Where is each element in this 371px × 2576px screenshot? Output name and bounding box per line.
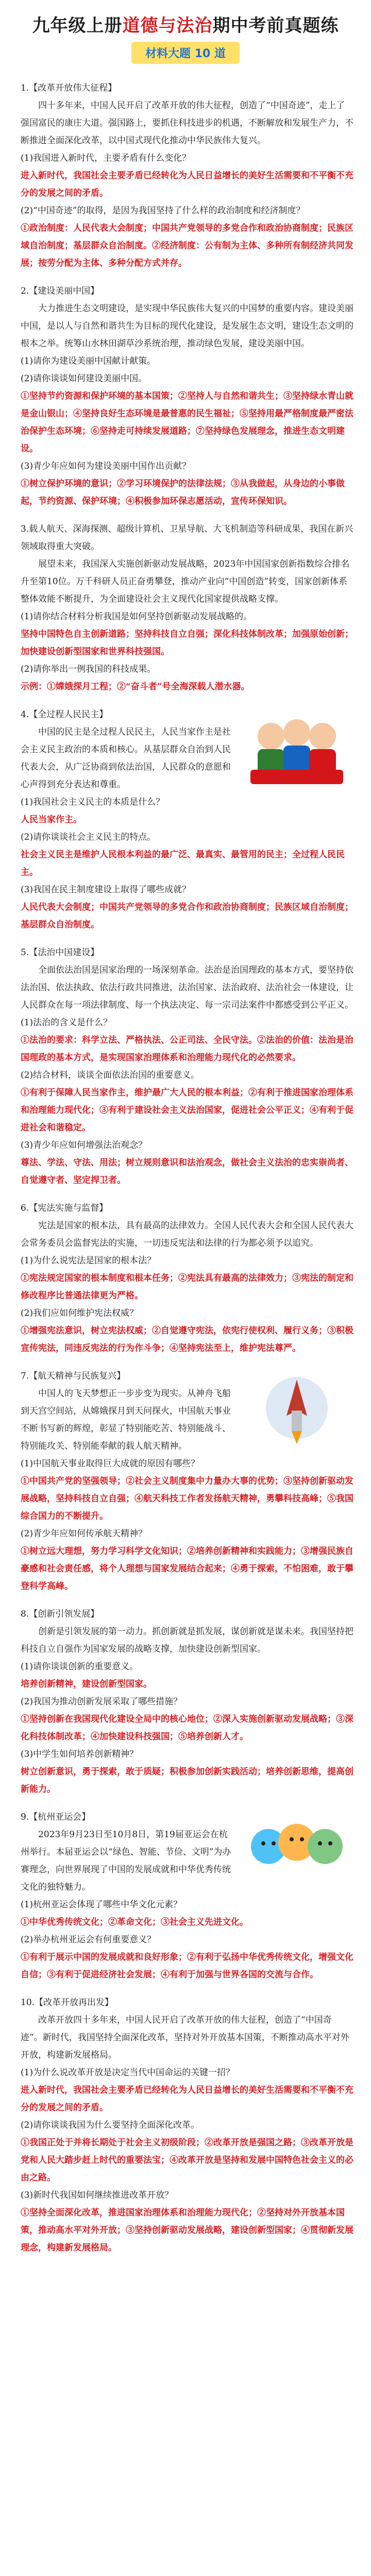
- mascot-illustration: [240, 1810, 353, 1888]
- question-text: (3)新时代我国如何继续推进改革开放？: [21, 2190, 174, 2200]
- question-text: (3)我国在民主制度建设上取得了哪些成就？: [21, 885, 191, 895]
- answer-text: ①有利于保障人民当家作主，维护最广大人民的根本利益；②有利于推进国家治理体系和治理能力现代化；③有利于建设社会主义法治国家，促进社会公平正义；④有利于促进社会和谐稳定。: [21, 1088, 353, 1133]
- material-text: 展望未来，我国深入实施创新驱动发展战略，2023年中国国家创新指数综合排名升至第10位。万千科研人员正奋勇攀登，推动产业向“中国创造”转变，国家创新体系整体效能不断提升，为全面建设社会主义现代化国家提供战略支撑。: [21, 559, 350, 604]
- question-text: 8.【创新引领发展】: [21, 1609, 99, 1619]
- material-text: 全面依法治国是国家治理的一场深刻革命。法治是治国理政的基本方式，要坚持依法治国、依法执政、依法行政共同推进，法治国家、法治政府、法治社会一体建设，让人民群众在每一项法律制度、每一个执法决定、每一宗司法案件中都感受到公平正义。: [21, 965, 353, 1010]
- answer-text: ①坚持全面深化改革，推进国家治理体系和治理能力现代化；②坚持对外开放基本国策，推动高水平对外开放；③坚持创新驱动发展战略，建设创新型国家；④贯彻新发展理念，构建新发展格局。: [21, 2208, 353, 2253]
- space-illustration: [240, 1369, 353, 1447]
- title-suffix: 期中考前真题练: [212, 15, 339, 36]
- answer-text: ①我国正处于并将长期处于社会主义初级阶段；②改革开放是强国之路；③改革开放是党和人民大踏步赶上时代的重要法宝；④改革开放是坚持和发展中国特色社会主义的必由之路。: [21, 2138, 353, 2183]
- question-text: 1.【改革开放伟大征程】: [21, 83, 117, 93]
- answer-text: 坚持中国特色自主创新道路；坚持科技自立自强；深化科技体制改革；加强原始创新；加快建设创新型国家和世界科技强国。: [21, 629, 353, 657]
- title-subject: 道德与法治: [122, 15, 213, 36]
- question-text: 10.【改革开放再出发】: [21, 1997, 114, 2008]
- question-text: (2)请你谈谈如何建设美丽中国。: [21, 374, 147, 384]
- question-text: 5.【法治中国建设】: [21, 947, 99, 958]
- question-text: (1)请你谈谈创新的重要意义。: [21, 1662, 139, 1672]
- answer-text: ①中国共产党的坚强领导；②社会主义制度集中力量办大事的优势；③坚持创新驱动发展战略，坚持科技自立自强；④航天科技工作者发扬航天精神，勇攀科技高峰；⑤我国综合国力的不断提升。: [21, 1476, 353, 1521]
- democracy-illustration: [240, 708, 353, 785]
- question-block: [21, 706, 353, 934]
- question-block: [21, 1367, 353, 1595]
- question-block: [21, 1605, 353, 1798]
- material-text: 四十多年来，中国人民开启了改革开放的伟大征程，创造了“中国奇迹”，走上了强国富民的康庄大道。强国路上，要抓住科技进步的机遇，不断解放和发展生产力，不断推进全面深化改革，以中国式现代化推动中华民族伟大复兴。: [21, 100, 353, 146]
- question-text: 2.【建设美丽中国】: [21, 286, 99, 296]
- answer-text: 示例：①嫦娥探月工程；②“奋斗者”号全海深载人潜水器。: [21, 682, 250, 692]
- answer-text: 社会主义民主是维护人民根本利益的最广泛、最真实、最管用的民主；全过程人民民主。: [21, 850, 345, 877]
- question-block: [21, 944, 353, 1189]
- question-block: [21, 1199, 353, 1357]
- answer-text: 人民当家作主。: [21, 815, 82, 825]
- answer-text: 进入新时代，我国社会主要矛盾已经转化为人民日益增长的美好生活需要和不平衡不充分的发展之间的矛盾。: [21, 2085, 353, 2113]
- answer-text: 进入新时代，我国社会主要矛盾已经转化为人民日益增长的美好生活需要和不平衡不充分的发展之间的矛盾。: [21, 171, 353, 198]
- material-text: 创新是引领发展的第一动力。抓创新就是抓发展，谋创新就是谋未来。我国坚持把科技自立自强作为国家发展的战略支撑，加快建设创新型国家。: [21, 1626, 353, 1654]
- question-text: (2)青少年应如何传承航天精神？: [21, 1529, 147, 1539]
- question-text: (1)请你结合材料分析我国是如何坚持创新驱动发展战略的。: [21, 612, 252, 622]
- answer-text: 人民代表大会制度；中国共产党领导的多党合作和政治协商制度；民族区域自治制度；基层群众自治制度。: [21, 902, 353, 930]
- question-text: (2)“中国奇迹”的取得，是因为我国坚持了什么样的政治制度和经济制度？: [21, 206, 305, 216]
- question-block: [21, 520, 353, 696]
- answer-text: ①有利于展示中国的发展成就和良好形象；②有利于弘扬中华优秀传统文化，增强文化自信；③有利于促进经济社会发展；④有利于加强与世界各国的交流与合作。: [21, 1952, 353, 1980]
- material-text: 大力推进生态文明建设，是实现中华民族伟大复兴的中国梦的重要内容。建设美丽中国，是以人与自然和谐共生为目标的现代化建设，是发展生态文明，建设生态文明的根本之举。统筹山水林田湖草沙系统治理，推动绿色发展，建设美丽中国。: [21, 303, 353, 349]
- answer-text: ①坚持创新在我国现代化建设全局中的核心地位；②深入实施创新驱动发展战略；③深化科技体制改革；④加快建设科技强国；⑤培养创新人才。: [21, 1714, 353, 1742]
- question-block: [21, 79, 353, 272]
- question-text: (1)中国航天事业取得巨大成就的原因有哪些？: [21, 1459, 200, 1469]
- question-text: (1)我国社会主义民主的本质是什么？: [21, 797, 165, 807]
- question-text: 4.【全过程人民民主】: [21, 709, 108, 720]
- question-text: (2)结合材料，谈谈全面依法治国的重要意义。: [21, 1070, 200, 1080]
- question-text: (2)请你举出一例我国的科技成果。: [21, 664, 156, 674]
- question-text: 7.【航天精神与民族复兴】: [21, 1371, 126, 1381]
- question-text: (2)举办杭州亚运会有何重要意义？: [21, 1935, 156, 1945]
- material-text: 中国的民主是全过程人民民主，人民当家作主是社会主义民主政治的本质和核心。从基层群众自治到人民代表大会，从广泛协商到依法治国，人民群众的意愿和心声得到充分表达和尊重。: [21, 727, 231, 790]
- material-text: 2023年9月23日至10月8日，第19届亚运会在杭州举行。本届亚运会以“绿色、智能、节俭、文明”为办赛理念，向世界展现了中国的发展成就和中华优秀传统文化的独特魅力。: [21, 1829, 231, 1892]
- question-text: (1)为什么说改革开放是决定当代中国命运的关键一招？: [21, 2067, 235, 2078]
- question-text: (1)我国进入新时代，主要矛盾有什么变化？: [21, 153, 191, 163]
- answer-text: ①中华优秀传统文化；②革命文化；③社会主义先进文化。: [21, 1917, 248, 1927]
- material-text: 改革开放四十多年来，中国人民开启了改革开放的伟大征程，创造了“中国奇迹”。新时代，我国坚持全面深化改革，坚持对外开放基本国策，不断推动高水平对外开放，构建新发展格局。: [21, 2015, 349, 2060]
- question-text: (1)请你为建设美丽中国献计献策。: [21, 356, 156, 366]
- page-title: [0, 11, 371, 37]
- material-text: 宪法是国家的根本法，具有最高的法律效力。全国人民代表大会和全国人民代表大会常务委员会监督宪法的实施，一切违反宪法和法律的行为都必须予以追究。: [21, 1221, 353, 1248]
- question-block: [21, 1808, 353, 1984]
- question-block: [21, 1994, 353, 2257]
- question-text: (2)请你谈谈我国为什么要坚持全面深化改革。: [21, 2120, 200, 2130]
- question-text: 3.载人航天、深海探测、超级计算机、卫星导航、大飞机制造等科研成果，我国在新兴领域取得重大突破。: [21, 524, 353, 552]
- answer-text: ①增强宪法意识，树立宪法权威；②自觉遵守宪法，依宪行使权利、履行义务；③积极宣传宪法，同违反宪法的行为作斗争；④坚持宪法至上，维护宪法尊严。: [21, 1326, 353, 1353]
- section-badge: 材料大题 10 道: [131, 42, 240, 64]
- answer-text: 培养创新精神，建设创新型国家。: [21, 1679, 152, 1689]
- question-text: (1)为什么说宪法是国家的根本法？: [21, 1256, 156, 1266]
- answer-text: 尊法、学法、守法、用法；树立规则意识和法治观念，做社会主义法治的忠实崇尚者、自觉遵守者、坚定捍卫者。: [21, 1158, 353, 1185]
- answer-text: ①法治的要求：科学立法、严格执法、公正司法、全民守法。②法治的价值：法治是治国理政的基本方式，是实现国家治理体系和治理能力现代化的必然要求。: [21, 1035, 353, 1063]
- title-prefix: 九年级上册: [32, 15, 123, 36]
- answer-text: ①树立远大理想，努力学习科学文化知识；②培养创新精神和实践能力；③增强民族自豪感和社会责任感，将个人理想与国家发展结合起来；④勇于探索，不怕困难，敢于攀登科学高峰。: [21, 1546, 353, 1591]
- answer-text: 树立创新意识，勇于探索，敢于质疑；积极参加创新实践活动；培养创新思维，提高创新能力。: [21, 1767, 353, 1794]
- question-text: 6.【宪法实施与监督】: [21, 1203, 108, 1213]
- answer-text: ①宪法规定国家的根本制度和根本任务；②宪法具有最高的法律效力；③宪法的制定和修改程序比普通法律更为严格。: [21, 1273, 353, 1301]
- question-text: (2)请你谈谈社会主义民主的特点。: [21, 832, 156, 842]
- question-text: (1)杭州亚运会体现了哪些中华文化元素？: [21, 1900, 182, 1910]
- answer-text: ①树立保护环境的意识；②学习环境保护的法律法规；③从我做起，从身边的小事做起，节约资源、保护环境；④积极参加环保志愿活动，宣传环保知识。: [21, 479, 345, 506]
- question-text: (2)我国为推动创新发展采取了哪些措施？: [21, 1697, 182, 1707]
- question-text: (3)青少年应如何为建设美丽中国作出贡献？: [21, 461, 191, 471]
- answer-text: ①坚持节约资源和保护环境的基本国策；②坚持人与自然和谐共生；③坚持绿水青山就是金山银山；④坚持良好生态环境是最普惠的民生福祉；⑤坚持用最严格制度最严密法治保护生态环境；⑥坚持走可持续发展道路；⑦坚持绿色发展理念，推进生态文明建设。: [21, 391, 353, 454]
- question-text: (3)中学生如何培养创新精神？: [21, 1749, 139, 1759]
- question-block: [21, 282, 353, 510]
- question-text: (1)法治的含义是什么？: [21, 1018, 112, 1028]
- question-text: (3)青少年应如何增强法治观念？: [21, 1140, 147, 1150]
- question-text: 9.【杭州亚运会】: [21, 1812, 91, 1822]
- question-text: (2)我们应如何维护宪法权威？: [21, 1308, 139, 1318]
- question-list: [0, 79, 371, 2257]
- material-text: 中国人的飞天梦想正一步步变为现实。从神舟飞船到天宫空间站，从嫦娥探月到天问探火，中国航天事业不断书写新的辉煌，彰显了特别能吃苦、特别能战斗、特别能攻关、特别能奉献的载人航天精神。: [21, 1388, 231, 1451]
- answer-text: ①政治制度：人民代表大会制度；中国共产党领导的多党合作和政治协商制度；民族区域自治制度；基层群众自治制度。②经济制度：公有制为主体、多种所有制经济共同发展；按劳分配为主体、多种分配方式并存。: [21, 223, 353, 268]
